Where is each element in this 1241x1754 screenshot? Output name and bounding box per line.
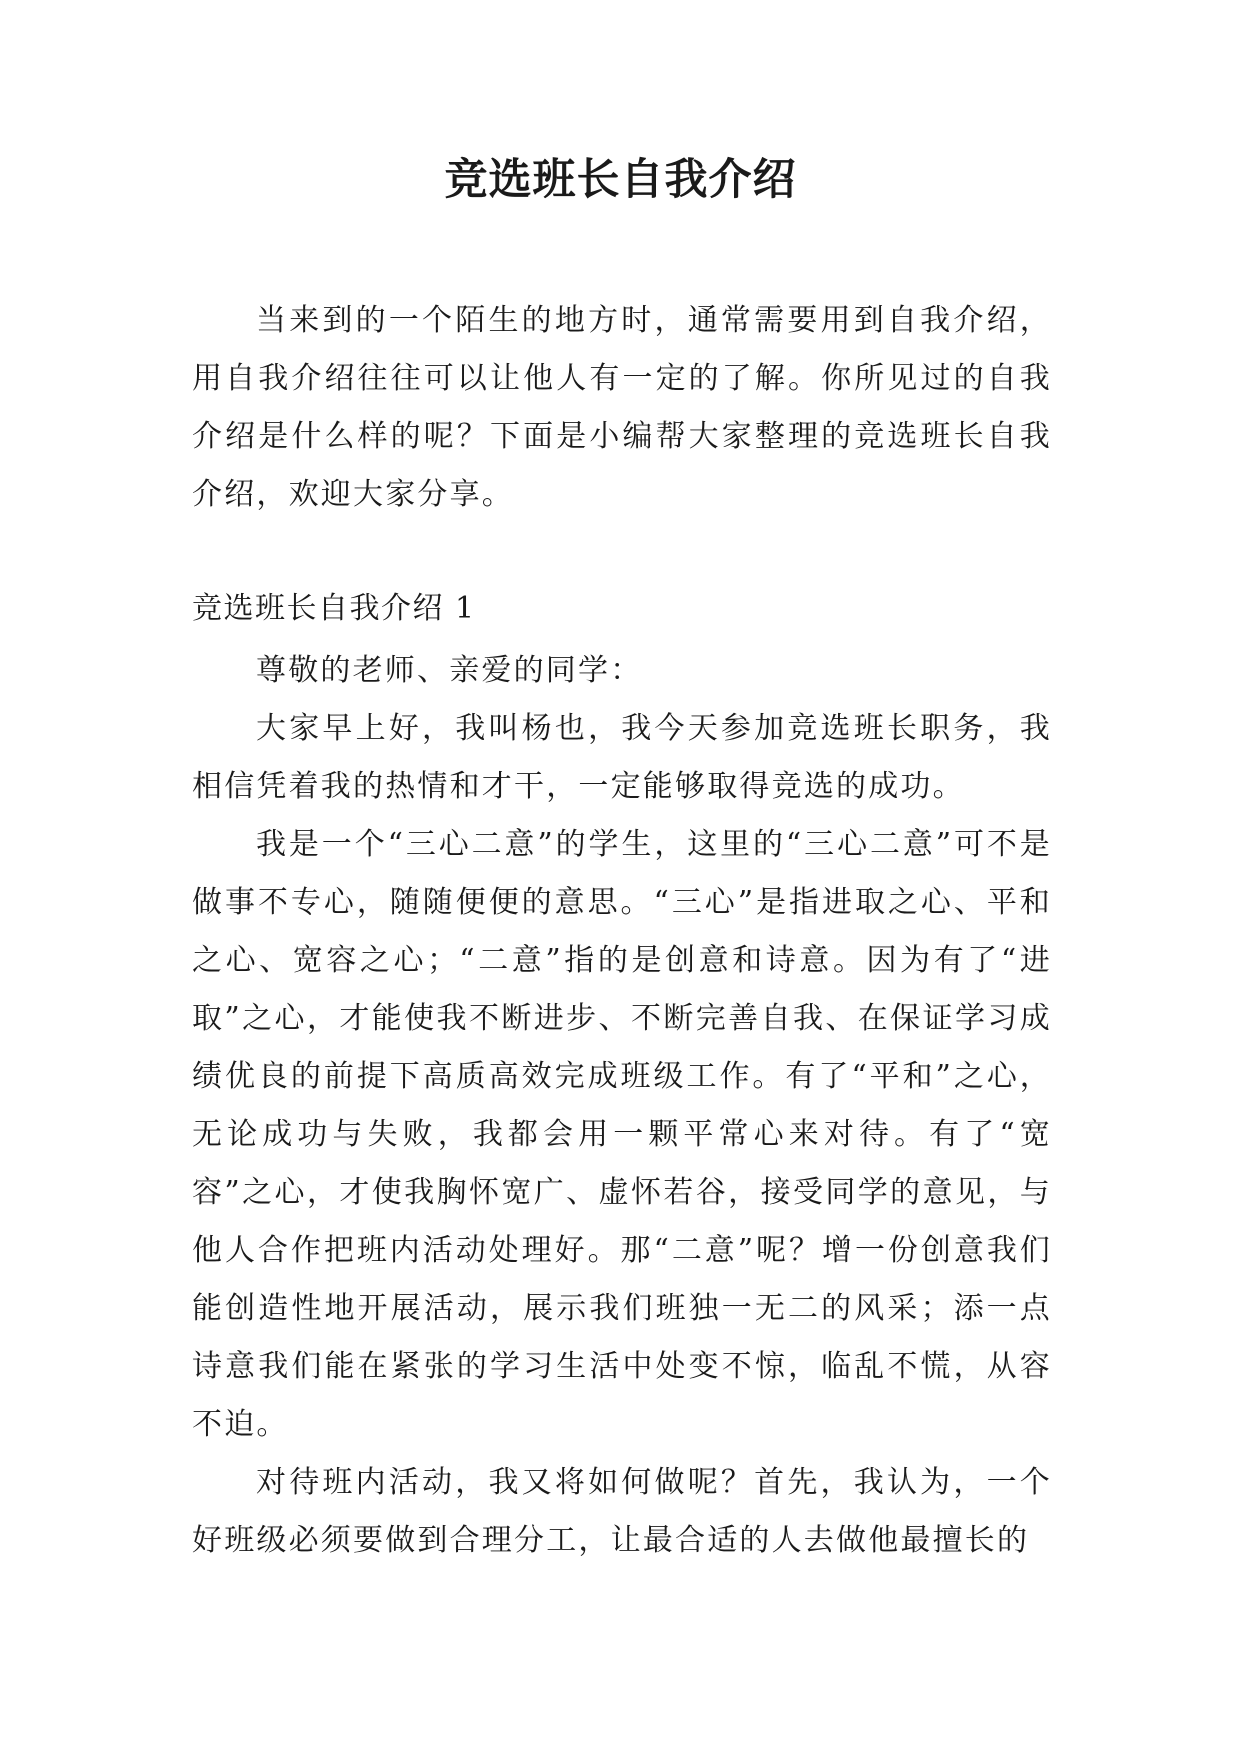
section-heading: 竞选班长自我介绍 1	[192, 591, 476, 626]
body-paragraph: 我是一个“三心二意”的学生，这里的“三心二意”可不是做事不专心，随随便便的意思。“三心”是指进取之心、平和之心、宽容之心；“二意”指的是创意和诗意。因为有了“进取”之心，才能使我不断进步、不断完善自我、在保证学习成绩优良的前提下高质高效完成班级工作。有了“平和”之心，无论成功与失败，我都会用一颗平常心来对待。有了“宽容”之心，才使我胸怀宽广、虚怀若谷，接受同学的意见，与他人合作把班内活动处理好。那“二意”呢？增一份创意我们能创造性地开展活动，展示我们班独一无二的风采；添一点诗意我们能在紧张的学习生活中处变不惊，临乱不慌，从容不迫。	[192, 827, 1052, 1442]
body-paragraph: 对待班内活动，我又将如何做呢？首先，我认为，一个好班级必须要做到合理分工，让最合适的人去做他最擅长的	[192, 1465, 1052, 1558]
greeting-paragraph: 尊敬的老师、亲爱的同学：	[256, 653, 643, 688]
speech-body	[192, 642, 1052, 1570]
intro-paragraph: 当来到的一个陌生的地方时，通常需要用到自我介绍，用自我介绍往往可以让他人有一定的了解。你所见过的自我介绍是什么样的呢？下面是小编帮大家整理的竞选班长自我介绍，欢迎大家分享。	[192, 303, 1052, 512]
page-title: 竞选班长自我介绍	[444, 155, 797, 205]
body-paragraph: 大家早上好，我叫杨也，我今天参加竞选班长职务，我相信凭着我的热情和才干，一定能够取得竞选的成功。	[192, 711, 1052, 804]
